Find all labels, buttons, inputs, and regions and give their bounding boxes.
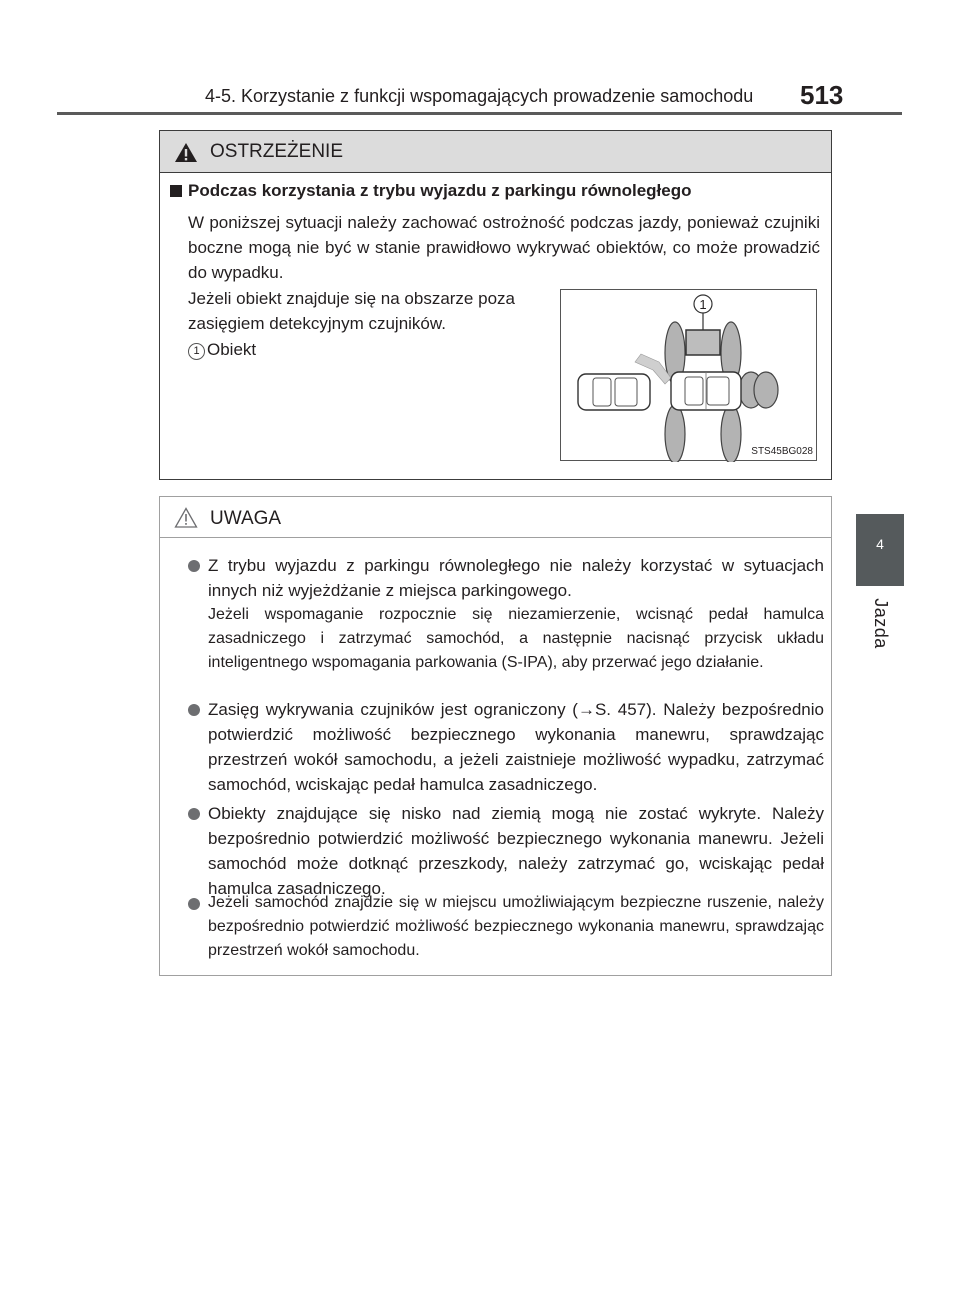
- notice-item: [188, 891, 824, 963]
- notice-item-text: Z trybu wyjazdu z parkingu równoległego nie należy korzystać w sytuacjach innych niż wyjeżdżanie z miejsca parkingowego.: [208, 556, 824, 600]
- notice-header: [160, 497, 831, 538]
- sensor-range-illustration: [560, 289, 817, 461]
- caution-icon: [174, 507, 198, 528]
- chapter-tab: [856, 514, 904, 586]
- warning-title: Podczas korzystania z trybu wyjazdu z parkingu równoległego: [188, 181, 692, 200]
- warning-paragraph: W poniższej sytuacji należy zachować ostrożność podczas jazdy, ponieważ czujniki boczne mogą nie być w stanie prawidłowo wykrywać obiektów, co może prowadzić do wypadku.: [188, 213, 820, 282]
- notice-item: [188, 553, 824, 675]
- warning-heading: OSTRZEŻENIE: [210, 141, 344, 162]
- warning-box: [159, 130, 832, 480]
- notice-item-text: Zasięg wykrywania czujników jest ograniczony (→S. 457). Należy bezpośrednio potwierdzić możliwość bezpiecznego wykonania manewru, sprawdzając przestrzeń wokół samochodu, a jeżeli zaistnieje możliwość wypadku, zatrzymać samochód, wciskając pedał hamulca zasadniczego.: [208, 700, 824, 794]
- callout-number: 1: [699, 297, 707, 312]
- notice-item-subtext: Jeżeli wspomaganie rozpocznie się niezamierzenie, wcisnąć pedał hamulca zasadniczego i zatrzymać samochód, a następnie nacisnąć przycisk układu inteligentnego wspomagania parkowania (S-IPA), aby przerwać jego działanie.: [208, 606, 824, 671]
- legend-label: Obiekt: [207, 340, 257, 359]
- section-title: 4-5. Korzystanie z funkcji wspomagających prowadzenie samochodu: [205, 86, 754, 106]
- chapter-number: 4: [876, 536, 884, 552]
- page-number: 513: [800, 80, 844, 110]
- warning-condition: Jeżeli obiekt znajduje się na obszarze poza zasięgiem detekcyjnym czujników.: [188, 289, 515, 333]
- warning-header: [160, 131, 831, 173]
- parking-diagram: [561, 290, 818, 462]
- parked-car: [578, 374, 650, 410]
- sensor-zone-rear-left: [665, 405, 685, 462]
- round-bullet-icon: [188, 560, 200, 572]
- round-bullet-icon: [188, 898, 200, 910]
- figure-legend: [188, 340, 256, 360]
- notice-item: [188, 801, 824, 901]
- warning-icon: [174, 142, 198, 163]
- notice-heading: UWAGA: [210, 508, 282, 529]
- figure-code: STS45BG028: [751, 446, 813, 457]
- round-bullet-icon: [188, 808, 200, 820]
- header-divider: [57, 112, 902, 115]
- notice-box: [159, 496, 832, 976]
- chapter-label: Jazda: [870, 597, 891, 649]
- maneuvering-car: [671, 372, 741, 410]
- sensor-zone-rear-right: [721, 405, 741, 462]
- round-bullet-icon: [188, 704, 200, 716]
- notice-item-text: Obiekty znajdujące się nisko nad ziemią mogą nie zostać wykryte. Należy bezpośrednio potwierdzić możliwość bezpiecznego wykonania manewru. Jeżeli samochód może dotknąć przeszkody, należy zatrzymać go, wciskając pedał hamulca zasadniczego.: [208, 804, 824, 898]
- notice-item: [188, 697, 824, 797]
- legend-number: 1: [188, 343, 205, 360]
- chapter-label-container: [862, 588, 898, 658]
- object-marker: [686, 330, 720, 355]
- square-bullet-icon: [170, 185, 182, 197]
- sensor-zone-side-rear: [754, 372, 778, 408]
- notice-item-subtext: Jeżeli samochód znajdzie się w miejscu umożliwiającym bezpieczne ruszenie, należy bezpośrednio potwierdzić możliwość bezpiecznego wykonania manewru, sprawdzając przestrzeń wokół samochodu.: [208, 894, 824, 959]
